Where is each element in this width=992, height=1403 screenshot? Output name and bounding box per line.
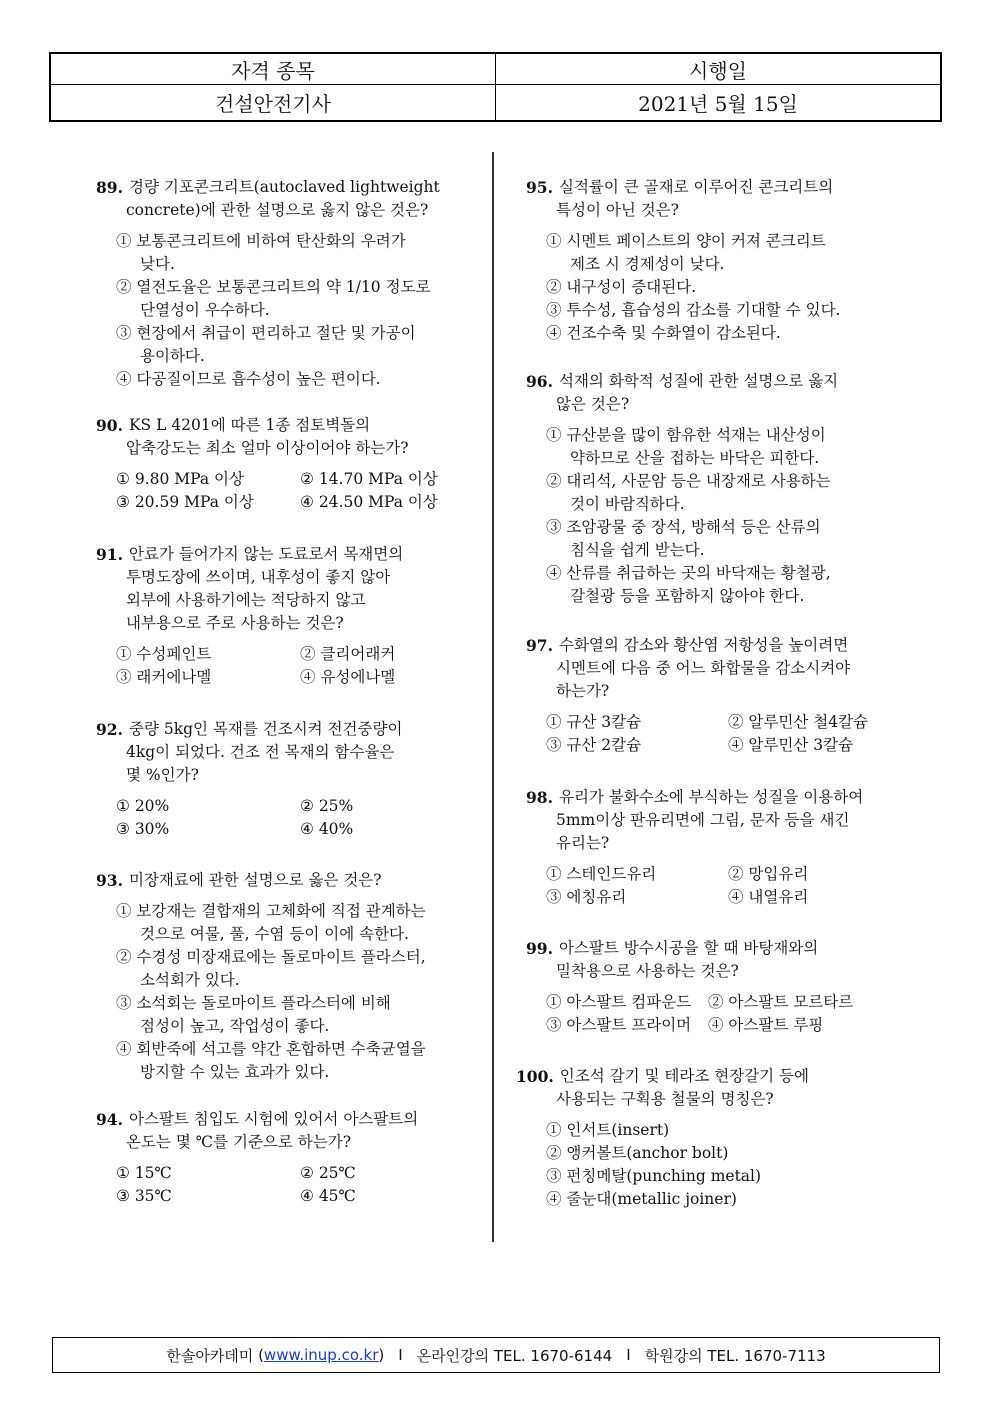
question-90 [96, 414, 476, 514]
option-4[interactable]: ④ 회반죽에 석고를 약간 혼합하면 수축균열을 방지할 수 있는 효과가 있다. [116, 1040, 426, 1081]
question-number: 91. [96, 545, 123, 564]
question-text: 4kg이 되었다. 건조 전 목재의 함수율은 [126, 743, 395, 761]
question-number: 98. [526, 788, 553, 807]
footer-paren-close: ) [378, 1346, 385, 1364]
question-text: 5mm이상 판유리면에 그림, 문자 등을 새긴 [556, 811, 850, 829]
option-2[interactable]: ② 열전도율은 보통콘크리트의 약 1/10 정도로 단열성이 우수하다. [116, 278, 431, 319]
option-3[interactable]: ③ 35℃ [116, 1187, 172, 1205]
option-4[interactable]: ④ 줄눈대(metallic joiner) [546, 1190, 737, 1208]
question-text: 중량 5kg인 목재를 건조시켜 전건중량이 [128, 720, 403, 738]
header-col1-label: 자격 종목 [231, 58, 315, 83]
option-2[interactable]: ② 앵커볼트(anchor bolt) [546, 1144, 729, 1162]
option-3[interactable]: ③ 에칭유리 [546, 888, 627, 906]
option-2[interactable]: ② 25% [300, 797, 354, 815]
question-text: 시멘트에 다음 중 어느 화합물을 감소시켜야 [556, 659, 851, 677]
question-text: 외부에 사용하기에는 적당하지 않고 [126, 591, 366, 609]
question-text: 인조석 갈기 및 테라조 현장갈기 등에 [559, 1067, 809, 1085]
question-text: concrete)에 관한 설명으로 옳지 않은 것은? [126, 201, 429, 219]
question-text: 사용되는 구획용 철물의 명칭은? [556, 1090, 774, 1108]
option-2[interactable]: ② 망입유리 [728, 865, 809, 883]
option-4[interactable]: ④ 건조수축 및 수화열이 감소된다. [546, 324, 781, 342]
option-1[interactable]: ① 수성페인트 [116, 645, 212, 663]
question-text: 몇 %인가? [126, 766, 199, 784]
question-100 [516, 1065, 916, 1211]
question-text: KS L 4201에 따른 1종 점토벽돌의 [128, 416, 371, 434]
option-2[interactable]: ② 수경성 미장재료에는 돌로마이트 플라스터, 소석회가 있다. [116, 948, 426, 989]
footer [52, 1337, 940, 1373]
footer-brand: 한솔아카데미 [166, 1346, 254, 1365]
question-text: 실적률이 큰 골재로 이루어진 콘크리트의 [558, 178, 834, 196]
question-97 [526, 634, 916, 757]
question-text: 미장재료에 관한 설명으로 옳은 것은? [128, 871, 382, 889]
question-98 [526, 786, 916, 909]
header-col2-label: 시행일 [689, 58, 747, 83]
question-number: 93. [96, 871, 123, 890]
option-4[interactable]: ④ 45℃ [300, 1187, 356, 1205]
question-text: 않은 것은? [556, 395, 630, 413]
question-number: 96. [526, 372, 553, 391]
question-text: 경량 기포콘크리트(autoclaved lightweight [128, 178, 440, 196]
option-1[interactable]: ① 보통콘크리트에 비하여 탄산화의 우려가 낮다. [116, 232, 406, 273]
option-3[interactable]: ③ 소석회는 돌로마이트 플라스터에 비해 점성이 높고, 작업성이 좋다. [116, 994, 391, 1035]
option-1[interactable]: ① 20% [116, 797, 170, 815]
question-number: 99. [526, 939, 553, 958]
option-1[interactable]: ① 규산 3칼슘 [546, 713, 642, 731]
option-2[interactable]: ② 대리석, 사문암 등은 내장재로 사용하는 것이 바람직하다. [546, 472, 831, 513]
question-94 [96, 1108, 476, 1208]
option-4[interactable]: ④ 다공질이므로 흡수성이 높은 편이다. [116, 370, 381, 388]
question-text: 온도는 몇 ℃를 기준으로 하는가? [126, 1133, 352, 1151]
footer-url-link[interactable]: www.inup.co.kr [263, 1346, 379, 1364]
option-2[interactable]: ② 내구성이 증대된다. [546, 278, 697, 296]
question-text: 하는가? [556, 682, 610, 700]
question-95 [526, 176, 916, 345]
option-1[interactable]: ① 9.80 MPa 이상 [116, 470, 244, 488]
footer-online-tel: 온라인강의 TEL. 1670-6144 [416, 1346, 613, 1365]
column-divider [492, 152, 494, 1242]
option-3[interactable]: ③ 래커에나멜 [116, 668, 212, 686]
footer-paren-open: ( [253, 1346, 264, 1364]
option-4[interactable]: ④ 유성에나멜 [300, 668, 396, 686]
option-1[interactable]: ① 아스팔트 컴파운드 [546, 993, 692, 1011]
option-2[interactable]: ② 클리어래커 [300, 645, 396, 663]
question-text: 석재의 화학적 성질에 관한 설명으로 옳지 [558, 372, 839, 390]
option-4[interactable]: ④ 내열유리 [728, 888, 809, 906]
question-number: 100. [516, 1067, 554, 1086]
question-text: 아스팔트 방수시공을 할 때 바탕재와의 [558, 939, 819, 957]
question-text: 아스팔트 침입도 시험에 있어서 아스팔트의 [128, 1110, 419, 1128]
option-4[interactable]: ④ 알루민산 3칼슘 [728, 736, 854, 754]
option-3[interactable]: ③ 규산 2칼슘 [546, 736, 642, 754]
option-3[interactable]: ③ 펀칭메탈(punching metal) [546, 1167, 762, 1185]
header-table [49, 52, 942, 122]
question-91 [96, 543, 476, 689]
question-number: 90. [96, 416, 123, 435]
question-96 [526, 370, 916, 608]
question-text: 압축강도는 최소 얼마 이상이어야 하는가? [126, 439, 409, 457]
question-93 [96, 869, 476, 1084]
question-text: 특성이 아닌 것은? [556, 201, 679, 219]
footer-separator: I [626, 1346, 631, 1364]
question-89 [96, 176, 476, 391]
question-99 [526, 937, 916, 1037]
option-3[interactable]: ③ 아스팔트 프라이머 [546, 1016, 692, 1034]
option-2[interactable]: ② 알루민산 철4칼슘 [728, 713, 869, 731]
footer-separator: I [398, 1346, 403, 1364]
question-text: 안료가 들어가지 않는 도료로서 목재면의 [128, 545, 404, 563]
option-3[interactable]: ③ 조암광물 중 장석, 방해석 등은 산류의 침식을 쉽게 받는다. [546, 518, 821, 559]
option-2[interactable]: ② 아스팔트 모르타르 [708, 993, 854, 1011]
option-1[interactable]: ① 인서트(insert) [546, 1121, 670, 1139]
option-4[interactable]: ④ 24.50 MPa 이상 [300, 493, 438, 511]
question-text: 유리가 불화수소에 부식하는 성질을 이용하여 [558, 788, 864, 806]
question-text: 수화열의 감소와 황산염 저항성을 높이려면 [558, 636, 849, 654]
question-number: 97. [526, 636, 553, 655]
question-92 [96, 718, 476, 841]
question-number: 95. [526, 178, 553, 197]
option-1[interactable]: ① 보강재는 결합재의 고체화에 직접 관계하는 것으로 여물, 풀, 수염 등이 이에 속한다. [116, 902, 426, 943]
option-4[interactable]: ④ 아스팔트 루핑 [708, 1016, 824, 1034]
option-4[interactable]: ④ 산류를 취급하는 곳의 바닥재는 황철광, 갈철광 등을 포함하지 않아야 한다. [546, 564, 831, 605]
option-1[interactable]: ① 시멘트 페이스트의 양이 커져 콘크리트 제조 시 경제성이 낮다. [546, 232, 826, 273]
header-col2-value: 2021년 5월 15일 [638, 92, 798, 116]
question-number: 92. [96, 720, 123, 739]
header-col1-value: 건설안전기사 [215, 92, 331, 116]
option-1[interactable]: ① 스테인드유리 [546, 865, 657, 883]
option-3[interactable]: ③ 20.59 MPa 이상 [116, 493, 254, 511]
option-3[interactable]: ③ 현장에서 취급이 편리하고 절단 및 가공이 용이하다. [116, 324, 416, 365]
option-3[interactable]: ③ 투수성, 흡습성의 감소를 기대할 수 있다. [546, 301, 841, 319]
question-number: 94. [96, 1110, 123, 1129]
footer-academy-tel: 학원강의 TEL. 1670-7113 [644, 1346, 826, 1365]
question-text: 유리는? [556, 834, 610, 852]
question-text: 내부용으로 주로 사용하는 것은? [126, 614, 344, 632]
option-1[interactable]: ① 15℃ [116, 1164, 172, 1182]
option-1[interactable]: ① 규산분을 많이 함유한 석재는 내산성이 약하므로 산을 접하는 바닥은 피한다. [546, 426, 826, 467]
option-2[interactable]: ② 14.70 MPa 이상 [300, 470, 438, 488]
option-4[interactable]: ④ 40% [300, 820, 354, 838]
question-text: 밀착용으로 사용하는 것은? [556, 962, 739, 980]
question-number: 89. [96, 178, 123, 197]
option-3[interactable]: ③ 30% [116, 820, 170, 838]
question-text: 투명도장에 쓰이며, 내후성이 좋지 않아 [126, 568, 391, 586]
option-2[interactable]: ② 25℃ [300, 1164, 356, 1182]
